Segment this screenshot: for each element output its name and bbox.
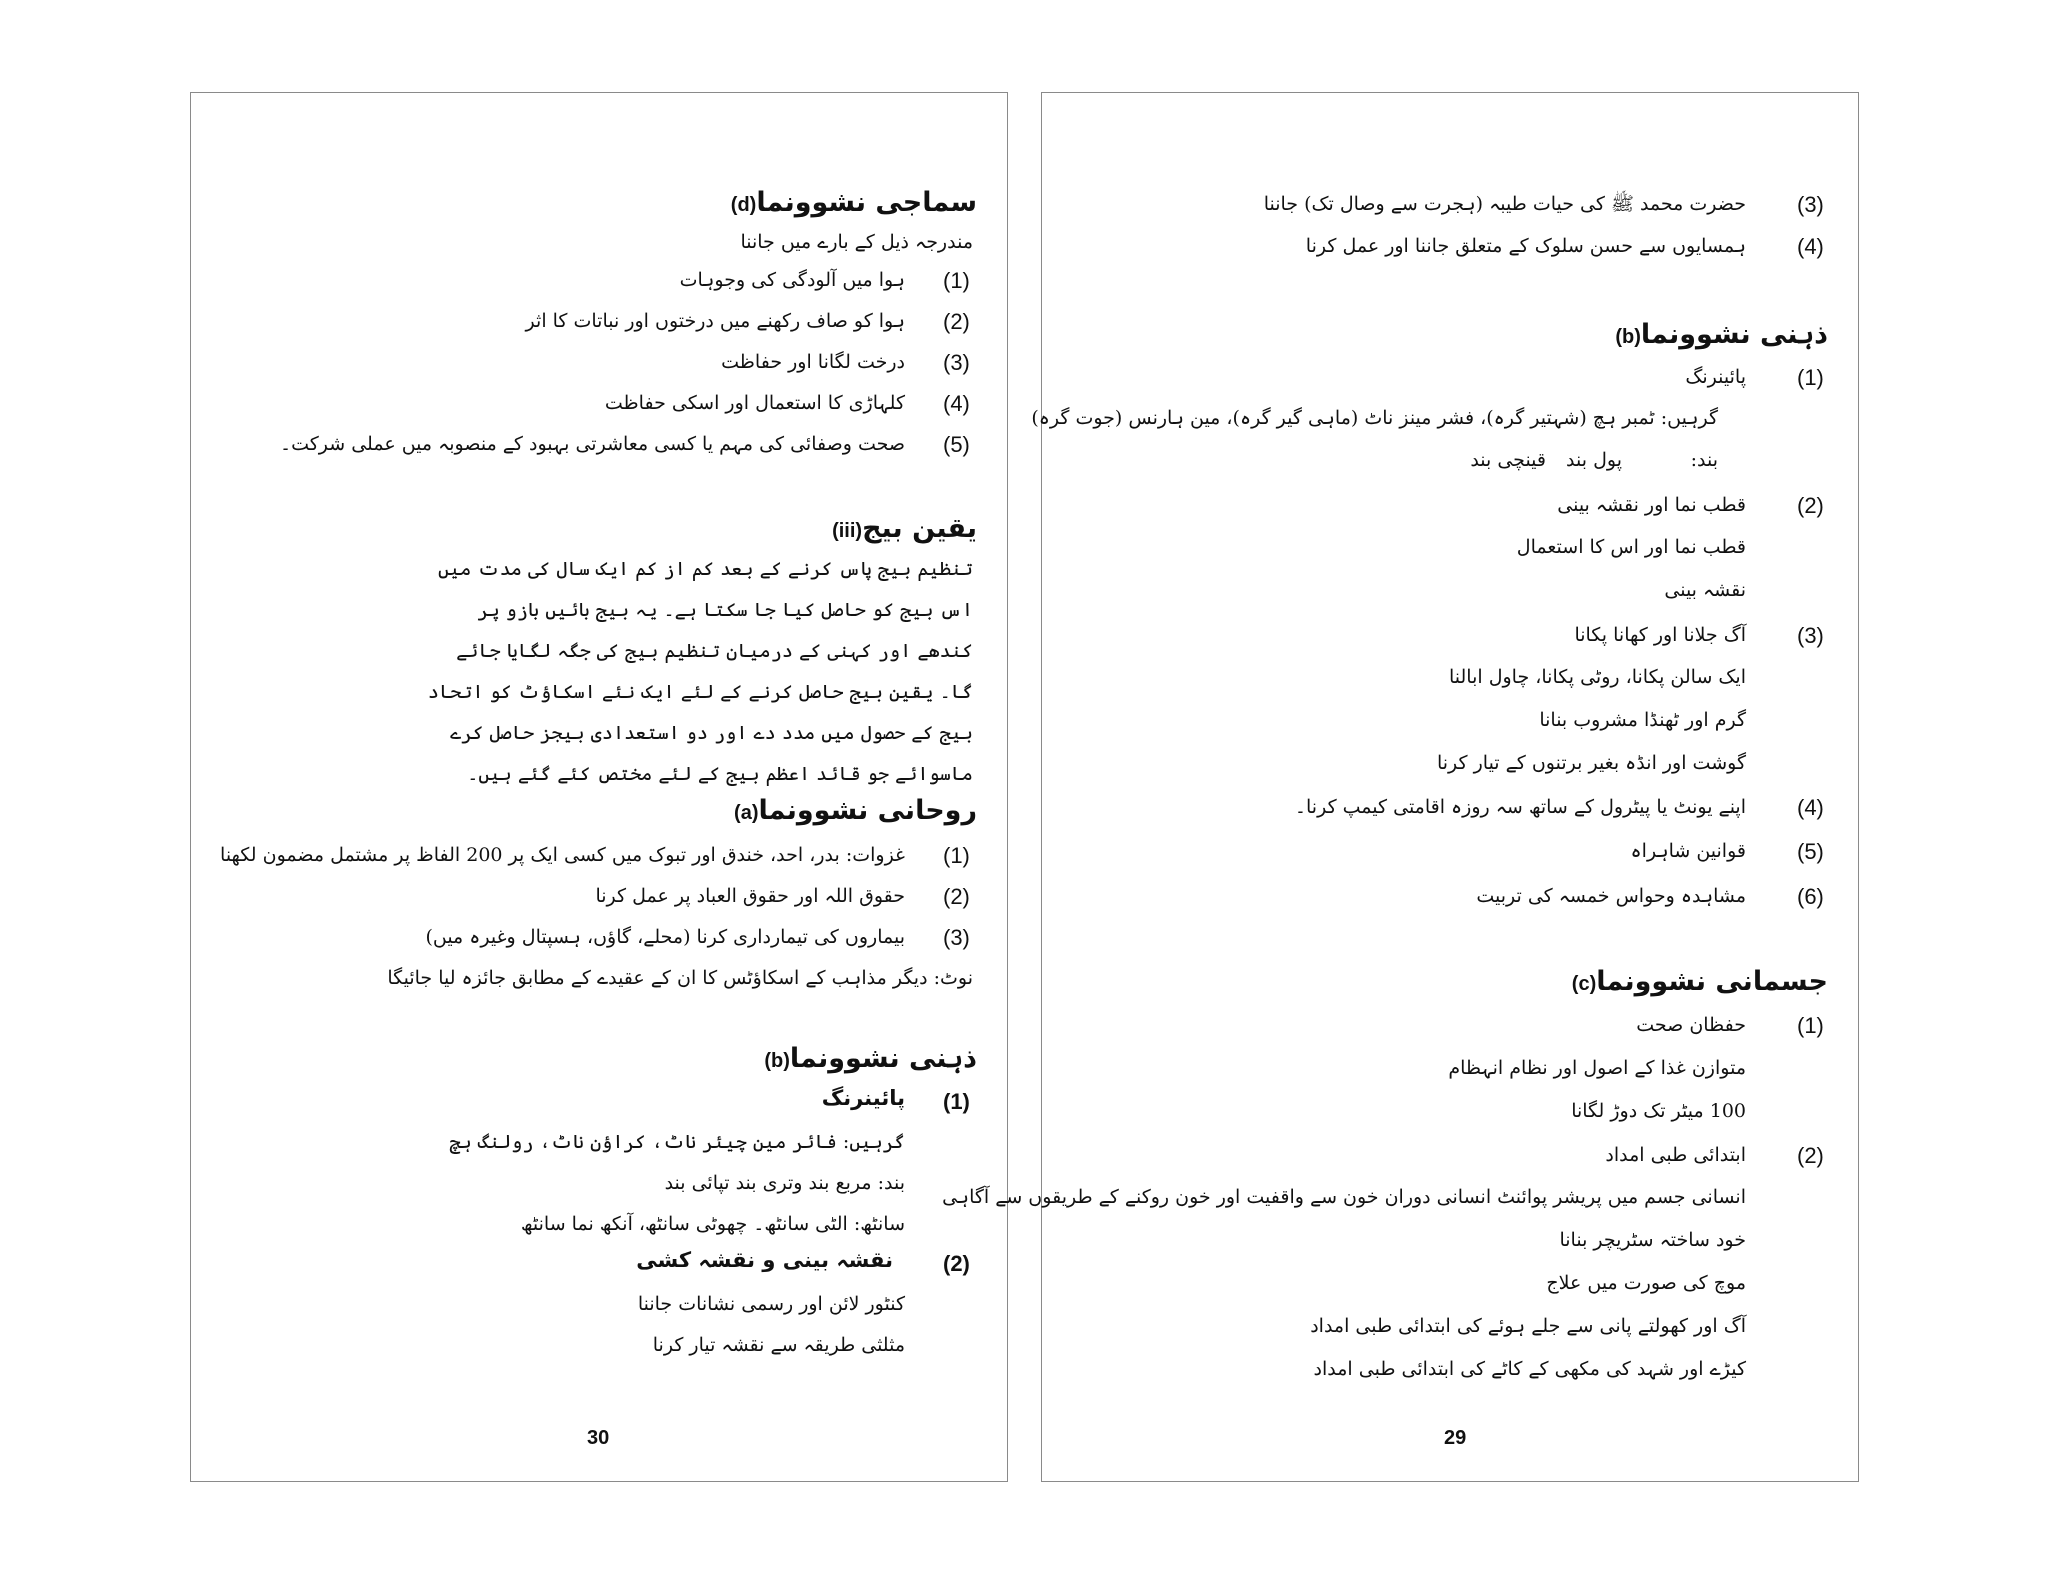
item-number: (3) xyxy=(1797,192,1824,217)
item-number: (1) xyxy=(943,1089,970,1114)
subsection-title: نقشہ بینی و نقشہ کشی xyxy=(636,1248,893,1272)
item-number: (4) xyxy=(1797,795,1824,820)
item-number: (2) xyxy=(943,884,970,909)
list-line: کیڑے اور شہد کی مکھی کے کاٹے کی ابتدائی طبی امداد xyxy=(1313,1358,1746,1380)
list-line: 100 میٹر تک دوڑ لگانا xyxy=(1571,1100,1746,1122)
item-number: (1) xyxy=(943,843,970,868)
section-iii-title: یقین بیج xyxy=(862,513,977,544)
item-number: (2) xyxy=(943,309,970,334)
lashings-label: بند: xyxy=(1690,449,1718,471)
list-line: گوشت اور انڈہ بغیر برتنوں کے تیار کرنا xyxy=(1436,752,1746,774)
list-line: ایک سالن پکانا، روٹی پکانا، چاول ابالنا xyxy=(1449,666,1746,688)
list-item: بیماروں کی تیمارداری کرنا (محلے، گاؤں، ہسپتال وغیرہ میں) xyxy=(425,926,905,948)
list-item: اپنے یونٹ یا پیٹرول کے ساتھ سہ روزہ اقامتی کیمپ کرنا۔ xyxy=(1294,796,1746,818)
subsection-title: پائینرنگ xyxy=(821,1086,905,1110)
lashing-item: قینچی بند xyxy=(1470,449,1546,471)
list-line: موچ کی صورت میں علاج xyxy=(1546,1272,1746,1294)
page-number: 30 xyxy=(587,1427,610,1449)
list-item: ہوا کو صاف رکھنے میں درختوں اور نباتات کا اثر xyxy=(525,310,905,332)
item-number: (4) xyxy=(1797,234,1824,259)
item-number: (3) xyxy=(1797,623,1824,648)
section-d-heading xyxy=(723,187,977,218)
list-item: صحت وصفائی کی مہم یا کسی معاشرتی بہبود کے منصوبہ میں عملی شرکت۔ xyxy=(279,433,905,455)
list-item: ہوا میں آلودگی کی وجوہات xyxy=(679,269,905,291)
list-item: حضرت محمد ﷺ کی حیات طیبہ (ہجرت سے وصال تک) جاننا xyxy=(1263,193,1746,215)
section-c-heading xyxy=(1564,966,1828,997)
list-line: مثلثی طریقہ سے نقشہ تیار کرنا xyxy=(652,1334,905,1356)
section-a-note: نوٹ: دیگر مذاہب کے اسکاؤٹس کا ان کے عقیدے کے مطابق جائزہ لیا جائیگا xyxy=(387,967,973,989)
list-line: کنٹور لائن اور رسمی نشانات جاننا xyxy=(637,1293,905,1315)
section-b-tag: (b) xyxy=(764,1050,790,1072)
section-b-title: ذہنی نشوونما xyxy=(789,1043,977,1074)
list-line: قطب نما اور اس کا استعمال xyxy=(1516,536,1746,558)
list-item: مشاہدہ وحواس خمسہ کی تربیت xyxy=(1476,885,1746,907)
list-item: حفظان صحت xyxy=(1636,1014,1746,1036)
list-line: سانٹھ: الٹی سانٹھ۔ چھوٹی سانٹھ، آنکھ نما سانٹھ xyxy=(520,1213,905,1235)
list-line: خود ساختہ سٹریچر بنانا xyxy=(1559,1229,1746,1251)
section-a-tag: (a) xyxy=(734,802,759,824)
item-number: (3) xyxy=(943,350,970,375)
list-line: گرہیں: فائر مین چیئر ناٹ، کراؤن ناٹ، رولنگ ہچ xyxy=(449,1131,905,1153)
list-item: کلہاڑی کا استعمال اور اسکی حفاظت xyxy=(604,392,905,414)
section-d-title: سماجی نشوونما xyxy=(756,187,977,218)
item-number: (6) xyxy=(1797,884,1824,909)
section-b-title: ذہنی نشوونما xyxy=(1640,319,1828,350)
page-29 xyxy=(942,92,1859,1482)
knots-line: گرہیں: ٹمبر ہچ (شہتیر گرہ)، فشر مینز ناٹ (ماہی گیر گرہ)، مین ہارنس (جوت گرہ) xyxy=(1031,407,1718,429)
section-d-intro: مندرجہ ذیل کے بارے میں جاننا xyxy=(740,231,973,253)
list-item: ابتدائی طبی امداد xyxy=(1605,1144,1746,1166)
list-item: ہمسایوں سے حسن سلوک کے متعلق جاننا اور عمل کرنا xyxy=(1305,235,1746,257)
item-number: (1) xyxy=(943,268,970,293)
item-number: (4) xyxy=(943,391,970,416)
list-item: درخت لگانا اور حفاظت xyxy=(721,351,905,373)
section-b-tag: (b) xyxy=(1615,326,1641,348)
section-b-heading xyxy=(1607,319,1828,350)
list-item: قوانین شاہراہ xyxy=(1630,840,1746,862)
section-iii-tag: (iii) xyxy=(832,520,863,542)
page-30 xyxy=(190,92,1008,1482)
list-line: آگ اور کھولتے پانی سے جلے ہوئے کی ابتدائی طبی امداد xyxy=(1310,1315,1746,1337)
list-line: بند: مربع بند وتری بند تپائی بند xyxy=(664,1172,905,1194)
section-d-tag: (d) xyxy=(730,194,757,216)
item-number: (5) xyxy=(943,432,970,457)
item-number: (2) xyxy=(943,1251,970,1276)
item-number: (1) xyxy=(1797,1013,1824,1038)
list-item: آگ جلانا اور کھانا پکانا xyxy=(1574,624,1746,646)
lashing-item: پول بند xyxy=(1566,449,1622,471)
item-number: (2) xyxy=(1797,1143,1824,1168)
list-line: گرم اور ٹھنڈا مشروب بنانا xyxy=(1539,709,1746,731)
page-number: 29 xyxy=(1444,1427,1467,1449)
list-item: قطب نما اور نقشہ بینی xyxy=(1557,494,1746,516)
list-item: حقوق اللہ اور حقوق العباد پر عمل کرنا xyxy=(595,885,905,907)
list-item: پائینرنگ xyxy=(1685,366,1746,388)
list-item: غزوات: بدر، احد، خندق اور تبوک میں کسی ایک پر 200 الفاظ پر مشتمل مضمون لکھنا xyxy=(220,844,905,866)
item-number: (2) xyxy=(1797,493,1824,518)
list-line: متوازن غذا کے اصول اور نظام انہظام xyxy=(1448,1057,1746,1079)
item-number: (3) xyxy=(943,925,970,950)
section-a-heading xyxy=(726,795,977,826)
section-c-title: جسمانی نشوونما xyxy=(1596,966,1828,997)
item-number: (1) xyxy=(1797,365,1824,390)
section-b-heading xyxy=(756,1043,977,1074)
list-line: انسانی جسم میں پریشر پوائنٹ انسانی دوران خون سے واقفیت اور خون روکنے کے طریقوں سے آگاہی xyxy=(942,1186,1746,1208)
section-iii-heading xyxy=(824,513,977,544)
section-c-tag: (c) xyxy=(1571,973,1597,995)
list-line: نقشہ بینی xyxy=(1664,579,1746,601)
item-number: (5) xyxy=(1797,839,1824,864)
section-iii-paragraph: تنظیم بیج پاس کرنے کے بعد کم از کم ایک سال کی مدت میں اس بیج کو حاصل کیا جا سکتا ہے۔ یہ بیج بائیں بازو پر کندھے اور کہنی کے درمیان تنظیم بیج کی جگہ لگایا جائے گا۔ یقین بیج حاصل کرنے کے لئے ایک نئے اسکاؤٹ کو اتحاد بیج کے حصول میں مدد دے اور دو استعدادی بیجز حاصل کرے ماسوائے جو قائد اعظم بیج کے لئے مختص کئے گئے ہیں۔ xyxy=(427,558,973,785)
section-a-title: روحانی نشوونما xyxy=(758,795,977,826)
